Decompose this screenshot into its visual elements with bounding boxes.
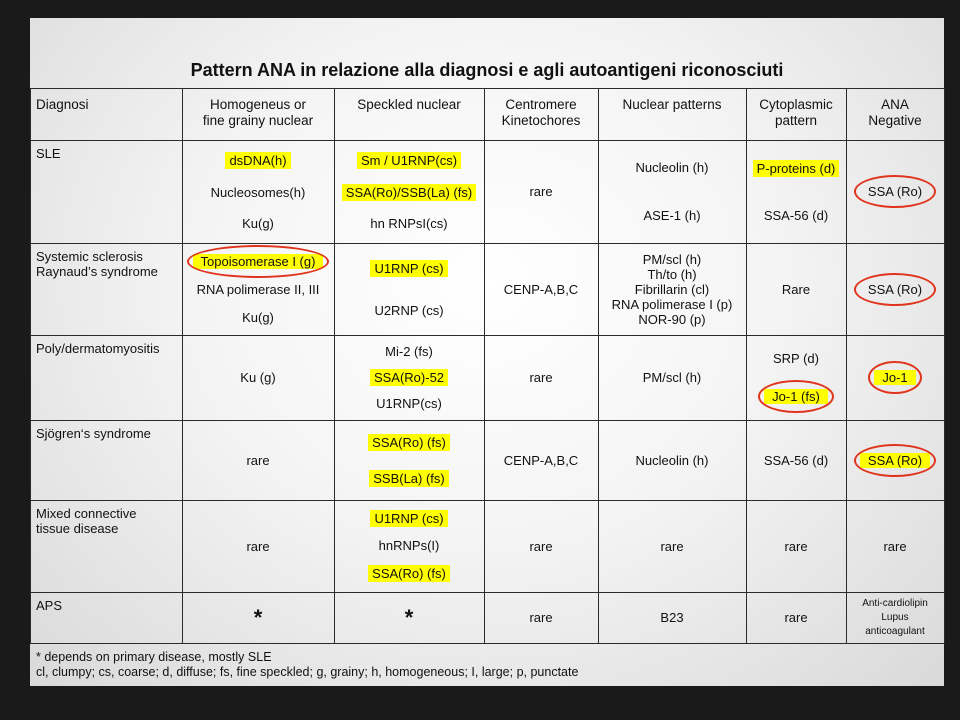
diagnosis-label: Systemic sclerosis bbox=[36, 249, 143, 264]
cell-centromere bbox=[486, 596, 596, 639]
cell-speckled bbox=[336, 596, 482, 639]
grid-vline bbox=[846, 88, 847, 643]
header-cytoplasmic bbox=[746, 97, 846, 129]
cell-diagnosi bbox=[36, 146, 180, 239]
antigen-entry: rare bbox=[246, 452, 270, 468]
cell-nuclear-patterns bbox=[600, 247, 744, 331]
cell-cytoplasmic bbox=[748, 144, 844, 239]
antigen-entry: rare bbox=[529, 538, 553, 554]
antigen-entry: Ku (g) bbox=[240, 370, 276, 385]
cell-homogeneus bbox=[184, 596, 332, 639]
cell-nuclear-patterns bbox=[600, 144, 744, 239]
header-ana-negative bbox=[846, 97, 944, 129]
cell-homogeneus bbox=[184, 504, 332, 588]
header-speckled bbox=[334, 97, 484, 113]
antigen-entry: SSB(La) (fs) bbox=[369, 470, 449, 487]
grid-hline bbox=[30, 420, 944, 421]
antigen-entry: SSA(Ro) (fs) bbox=[368, 434, 450, 451]
cell-cytoplasmic bbox=[748, 424, 844, 496]
header-line: pattern bbox=[774, 113, 818, 128]
cell-ana-negative bbox=[848, 504, 942, 588]
cell-nuclear-patterns bbox=[600, 596, 744, 639]
grid-vline bbox=[334, 88, 335, 643]
antigen-entry: Rare bbox=[781, 281, 811, 297]
grid-hline bbox=[30, 88, 944, 89]
antigen-entry: SSA (Ro) bbox=[860, 453, 930, 468]
header-line: Kinetochores bbox=[501, 113, 581, 128]
header-line: Speckled nuclear bbox=[357, 97, 461, 112]
antigen-entry: P-proteins (d) bbox=[753, 160, 840, 177]
antigen-entry: U1RNP(cs) bbox=[376, 396, 442, 411]
antigen-entry: Fibrillarin (cl) bbox=[634, 281, 710, 297]
footnote bbox=[36, 650, 578, 680]
cell-speckled bbox=[336, 339, 482, 416]
header-nuclear-patterns bbox=[598, 97, 746, 113]
header-homogeneus bbox=[182, 97, 334, 129]
asterisk-marker: * bbox=[253, 605, 263, 630]
cell-speckled bbox=[336, 247, 482, 331]
grid-hline bbox=[30, 643, 944, 644]
cell-speckled bbox=[336, 424, 482, 496]
grid-vline bbox=[30, 88, 31, 643]
cell-centromere bbox=[486, 144, 596, 239]
antigen-entry: Anti-cardiolipin bbox=[862, 597, 928, 609]
antigen-entry: CENP-A,B,C bbox=[503, 281, 579, 297]
cell-homogeneus bbox=[184, 339, 332, 416]
cell-centromere bbox=[486, 424, 596, 496]
diagnosis-label: APS bbox=[36, 598, 63, 613]
cell-diagnosi bbox=[36, 341, 180, 416]
header-diagnosi bbox=[36, 97, 182, 113]
antigen-entry: rare bbox=[660, 538, 684, 554]
diagnosis-label: Sjögren‘s syndrome bbox=[36, 426, 151, 441]
grid-hline bbox=[30, 592, 944, 593]
cell-centromere bbox=[486, 247, 596, 331]
diagnosis-label: Mixed connective bbox=[36, 506, 137, 521]
antigen-entry: SSA(Ro)/SSB(La) (fs) bbox=[342, 184, 476, 201]
cell-nuclear-patterns bbox=[600, 339, 744, 416]
header-line: fine grainy nuclear bbox=[202, 113, 314, 128]
antigen-entry: B23 bbox=[660, 610, 684, 625]
header-centromere bbox=[484, 97, 598, 129]
cell-ana-negative bbox=[848, 144, 942, 239]
footnote-line: * depends on primary disease, mostly SLE bbox=[36, 650, 272, 664]
grid-hline bbox=[30, 500, 944, 501]
antigen-entry: ASE-1 (h) bbox=[643, 207, 701, 223]
cell-diagnosi bbox=[36, 598, 180, 639]
cell-homogeneus bbox=[184, 144, 332, 239]
asterisk-marker: * bbox=[404, 605, 414, 630]
header-line: Homogeneus or bbox=[209, 97, 307, 112]
antigen-entry: Nucleolin (h) bbox=[635, 452, 709, 468]
cell-speckled bbox=[336, 144, 482, 239]
header-line: Cytoplasmic bbox=[759, 97, 833, 112]
antigen-entry: rare bbox=[529, 184, 553, 199]
cell-centromere bbox=[486, 339, 596, 416]
antigen-entry: anticoagulant bbox=[865, 626, 925, 638]
cell-cytoplasmic bbox=[748, 247, 844, 331]
grid-hline bbox=[30, 243, 944, 244]
cell-ana-negative bbox=[848, 339, 942, 416]
diagnosis-label: SLE bbox=[36, 146, 61, 161]
cell-ana-negative bbox=[848, 247, 942, 331]
cell-nuclear-patterns bbox=[600, 504, 744, 588]
antigen-entry: U2RNP (cs) bbox=[374, 303, 444, 318]
antigen-entry: SSA (Ro) bbox=[860, 184, 930, 199]
cell-homogeneus bbox=[184, 424, 332, 496]
antigen-entry: rare bbox=[784, 610, 808, 625]
antigen-entry: Ku(g) bbox=[242, 216, 274, 231]
cell-cytoplasmic bbox=[748, 596, 844, 639]
antigen-entry: Nucleosomes(h) bbox=[210, 185, 306, 200]
grid-vline bbox=[598, 88, 599, 643]
grid-vline bbox=[484, 88, 485, 643]
header-line: Negative bbox=[868, 113, 922, 128]
diagnosis-label: Raynaud’s syndrome bbox=[36, 264, 158, 279]
antigen-entry: Ku(g) bbox=[242, 309, 274, 325]
cell-cytoplasmic bbox=[748, 339, 844, 416]
header-line: Diagnosi bbox=[36, 97, 89, 112]
diagnosis-label: Poly/dermatomyositis bbox=[36, 341, 160, 356]
antigen-entry: Sm / U1RNP(cs) bbox=[357, 152, 461, 169]
antigen-entry: SSA (Ro) bbox=[860, 282, 930, 297]
antigen-entry: SSA-56 (d) bbox=[763, 452, 829, 468]
antigen-entry: Lupus bbox=[881, 611, 909, 623]
antigen-entry: SRP (d) bbox=[773, 350, 819, 366]
cell-diagnosi bbox=[36, 506, 180, 588]
antigen-entry: RNA polimerase II, III bbox=[196, 281, 320, 297]
antigen-entry: SSA-56 (d) bbox=[763, 208, 829, 224]
antigen-entry: Topoisomerase I (g) bbox=[193, 254, 324, 269]
cell-ana-negative bbox=[848, 596, 942, 639]
antigen-entry: SSA(Ro)-52 bbox=[370, 369, 448, 386]
cell-centromere bbox=[486, 504, 596, 588]
antigen-entry: U1RNP (cs) bbox=[370, 260, 447, 277]
grid-vline bbox=[746, 88, 747, 643]
antigen-entry: dsDNA(h) bbox=[225, 152, 290, 169]
antigen-entry: Nucleolin (h) bbox=[635, 160, 709, 176]
cell-homogeneus bbox=[184, 247, 332, 331]
grid-vline bbox=[944, 88, 945, 643]
cell-ana-negative bbox=[848, 424, 942, 496]
cell-speckled bbox=[336, 504, 482, 588]
antigen-entry: rare bbox=[883, 538, 907, 554]
antigen-entry: rare bbox=[529, 370, 553, 385]
header-line: ANA bbox=[881, 97, 909, 112]
antigen-entry: Jo-1 bbox=[874, 370, 915, 385]
antigen-entry: rare bbox=[784, 538, 808, 554]
antigen-entry: hn RNPsI(cs) bbox=[370, 216, 448, 232]
antigen-entry: PM/scl (h) bbox=[642, 251, 702, 267]
antigen-entry: RNA polimerase I (p) bbox=[611, 296, 733, 312]
grid-hline bbox=[30, 140, 944, 141]
footnote-line: cl, clumpy; cs, coarse; d, diffuse; fs, fine speckled; g, grainy; h, homogeneous; I, large; p, punctate bbox=[36, 665, 579, 679]
grid-vline bbox=[182, 88, 183, 643]
antigen-entry: NOR-90 (p) bbox=[638, 311, 706, 327]
header-line: Nuclear patterns bbox=[622, 97, 722, 112]
antigen-entry: U1RNP (cs) bbox=[370, 510, 447, 527]
antigen-entry: CENP-A,B,C bbox=[503, 452, 579, 468]
cell-diagnosi bbox=[36, 426, 180, 496]
cell-diagnosi bbox=[36, 249, 180, 331]
antigen-entry: rare bbox=[529, 610, 553, 625]
antigen-entry: hnRNPs(I) bbox=[378, 538, 440, 554]
antigen-entry: Mi-2 (fs) bbox=[385, 344, 433, 359]
header-line: Centromere bbox=[505, 97, 577, 112]
antigen-entry: Th/to (h) bbox=[647, 266, 697, 282]
slide-title: Pattern ANA in relazione alla diagnosi e agli autoantigeni riconosciuti bbox=[190, 60, 784, 80]
antigen-entry: PM/scl (h) bbox=[642, 370, 702, 385]
grid-hline bbox=[30, 335, 944, 336]
antigen-entry: Jo-1 (fs) bbox=[764, 389, 828, 404]
cell-nuclear-patterns bbox=[600, 424, 744, 496]
antigen-entry: rare bbox=[246, 538, 270, 554]
cell-cytoplasmic bbox=[748, 504, 844, 588]
diagnosis-label: tissue disease bbox=[36, 521, 119, 536]
antigen-entry: SSA(Ro) (fs) bbox=[368, 565, 450, 582]
